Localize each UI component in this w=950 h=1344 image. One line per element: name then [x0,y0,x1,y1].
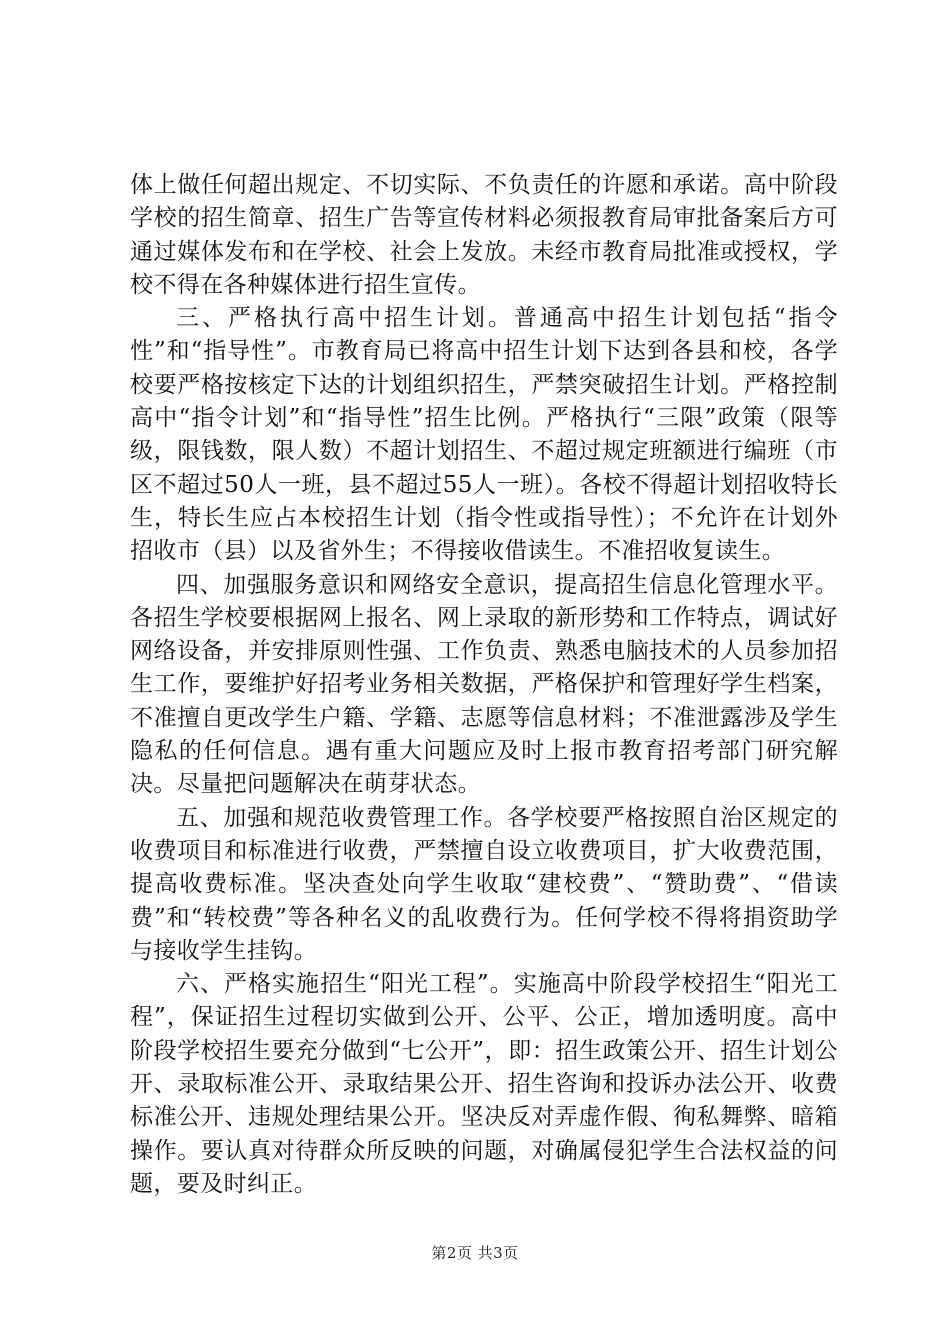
paragraph-fee-management: 五、加强和规范收费管理工作。各学校要严格按照自治区规定的收费项目和标准进行收费，严禁擅自设立收费项目，扩大收费范围，提高收费标准。坚决查处向学生收取“建校费”、“赞助费”、“借读费”和“转校费”等各种名义的乱收费行为。任何学校不得将捐资助学与接收学生挂钩。 [130,804,838,964]
page-number-footer: 第2页 共3页 [431,1244,519,1262]
paragraph-enrollment-plan: 三、严格执行高中招生计划。普通高中招生计划包括“指令性”和“指导性”。市教育局已将高中招生计划下达到各县和校，各学校要严格按核定下达的计划组织招生，严禁突破招生计划。严格控制高中“指令计划”和“指导性”招生比例。严格执行“三限”政策（限等级，限钱数，限人数）不超计划招生、不超过规定班额进行编班（市区不超过50人一班，县不超过55人一班）。各校不得超计划招收特长生，特长生应占本校招生计划（指令性或指导性）；不允许在计划外招收市（县）以及省外生；不得接收借读生。不准招收复读生。 [130,305,838,565]
document-body [130,169,838,1201]
paragraph-sunshine-project: 六、严格实施招生“阳光工程”。实施高中阶段学校招生“阳光工程”，保证招生过程切实做到公开、公平、公正，增加透明度。高中阶段学校招生要充分做到“七公开”，即：招生政策公开、招生计划公开、录取标准公开、录取结果公开、招生咨询和投诉办法公开、收费标准公开、违规处理结果公开。坚决反对弄虚作假、徇私舞弊、暗箱操作。要认真对待群众所反映的问题，对确属侵犯学生合法权益的问题，要及时纠正。 [130,971,838,1197]
paragraph-continuation: 体上做任何超出规定、不切实际、不负责任的许愿和承诺。高中阶段学校的招生简章、招生广告等宣传材料必须报教育局审批备案后方可通过媒体发布和在学校、社会上发放。未经市教育局批准或授权，学校不得在各种媒体进行招生宣传。 [130,172,838,298]
paragraph-network-security: 四、加强服务意识和网络安全意识，提高招生信息化管理水平。各招生学校要根据网上报名、网上录取的新形势和工作特点，调试好网络设备，并安排原则性强、工作负责、熟悉电脑技术的人员参加招生工作，要维护好招考业务相关数据，严格保护和管理好学生档案，不准擅自更改学生户籍、学籍、志愿等信息材料；不准泄露涉及学生隐私的任何信息。遇有重大问题应及时上报市教育招考部门研究解决。尽量把问题解决在萌芽状态。 [130,571,838,798]
